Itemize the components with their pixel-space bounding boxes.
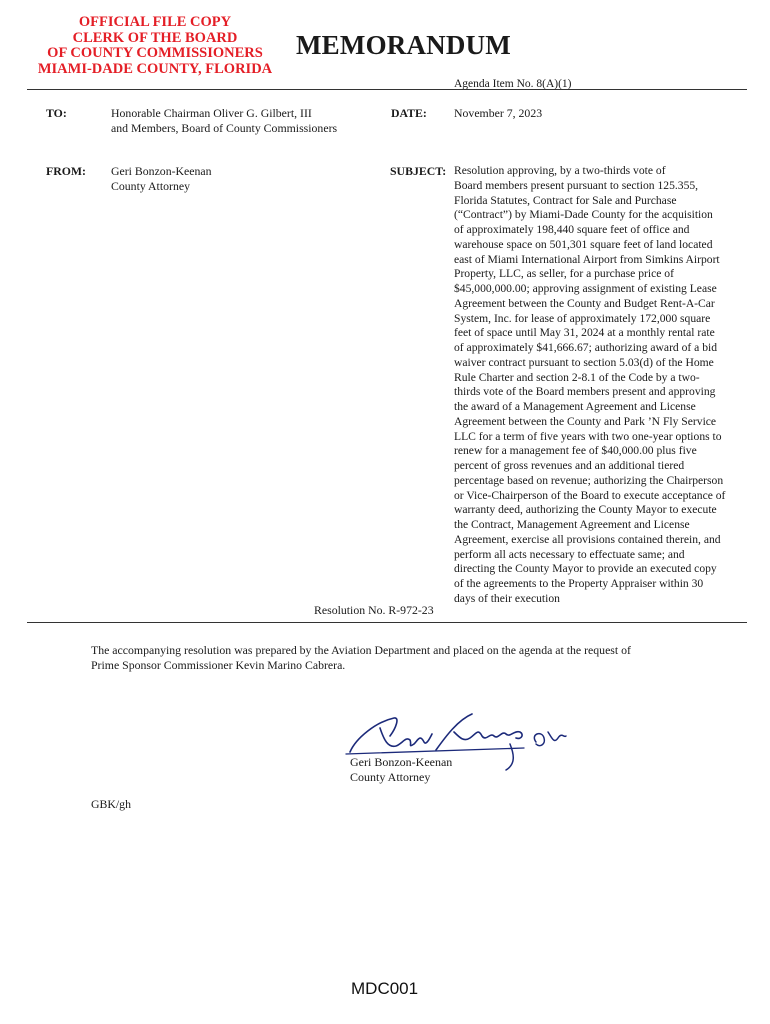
to-line-2: and Members, Board of County Commissioners — [111, 120, 338, 135]
subject-line: thirds vote of the Board members present and approving — [454, 385, 716, 399]
subject-line: Board members present pursuant to section 125.355, — [454, 178, 699, 192]
from-sender — [111, 164, 212, 193]
subject-line: perform all acts necessary to effectuate same; and — [454, 547, 685, 561]
from-line-1: Geri Bonzon-Keenan — [111, 164, 212, 178]
official-file-copy-stamp — [30, 15, 280, 77]
stamp-line-4: MIAMI-DADE COUNTY, FLORIDA — [37, 60, 273, 77]
subject-line: directing the County Mayor to provide an executed copy — [454, 562, 717, 576]
subject-line: the award of a Management Agreement and License — [454, 400, 696, 413]
to-label: TO: — [46, 106, 67, 120]
stamp-line-2: CLERK OF THE BOARD — [72, 29, 238, 46]
subject-line: or Vice-Chairperson of the Board to execute acceptance of — [454, 488, 726, 502]
subject-line: of approximately 198,440 square feet of office and — [454, 223, 690, 236]
footer-page-code: MDC001 — [351, 979, 419, 998]
subject-line: $45,000,000.00; approving assignment of existing Lease — [454, 282, 717, 295]
subject-line: Agreement between the County and Budget Rent-A-Car — [454, 296, 715, 310]
header-divider — [27, 89, 747, 90]
to-recipient — [111, 106, 337, 135]
from-label: FROM: — [46, 164, 86, 178]
body-line-1: The accompanying resolution was prepared by the Aviation Department and placed on the agenda at the request of — [91, 643, 631, 657]
subject-line: Resolution approving, by a two-thirds vote of — [454, 164, 666, 177]
subject-line: warehouse space on 501,301 square feet of land located — [454, 237, 713, 251]
subject-text — [454, 164, 752, 607]
subject-line: System, Inc. for lease of approximately 172,000 square — [454, 311, 711, 325]
subject-line: feet of space until May 31, 2024 at a monthly rental rate — [454, 326, 715, 340]
date-value: November 7, 2023 — [454, 106, 543, 120]
signature-block — [350, 755, 452, 784]
agenda-item-number: Agenda Item No. 8(A)(1) — [454, 78, 572, 90]
body-line-2: Prime Sponsor Commissioner Kevin Marino Cabrera. — [91, 658, 346, 672]
resolution-number: Resolution No. R-972-23 — [314, 603, 434, 617]
subject-line: days of their execution — [454, 591, 560, 605]
subject-divider — [27, 622, 747, 623]
subject-line: of approximately $41,666.67; authorizing award of a bid — [454, 341, 718, 354]
memo-title: MEMORANDUM — [296, 30, 511, 60]
subject-line: east of Miami International Airport from Simkins Airport — [454, 252, 720, 266]
subject-line: Rule Charter and section 2-8.1 of the Code by a two- — [454, 370, 700, 384]
subject-label: SUBJECT: — [390, 164, 447, 178]
subject-line: LLC for a term of five years with two one-year options to — [454, 429, 722, 443]
subject-line: (“Contract”) by Miami-Dade County for the acquisition — [454, 208, 713, 222]
stamp-line-1: OFFICIAL FILE COPY — [78, 14, 232, 30]
from-line-2: County Attorney — [111, 178, 190, 193]
subject-line: Florida Statutes, Contract for Sale and Purchase — [454, 193, 677, 207]
subject-line: percent of gross revenues and an additional tiered — [454, 459, 685, 472]
subject-line: of the agreements to the Property Appraiser within 30 — [454, 577, 704, 590]
signer-name: Geri Bonzon-Keenan — [350, 755, 453, 769]
date-label: DATE: — [391, 106, 427, 120]
subject-line: Agreement between the County and Park ’N Fly Service — [454, 414, 717, 428]
subject-line: warranty deed, authorizing the County Mayor to execute — [454, 503, 717, 517]
subject-line: renew for a management fee of $40,000.00 plus five — [454, 444, 697, 458]
stamp-line-3: OF COUNTY COMMISSIONERS — [47, 45, 263, 61]
subject-line: waiver contract pursuant to section 5.03(d) of the Home — [454, 355, 714, 369]
body-paragraph — [91, 643, 711, 673]
subject-line: percentage based on revenue; authorizing the Chairperson — [454, 473, 724, 487]
typist-initials: GBK/gh — [91, 797, 131, 811]
subject-line: Property, LLC, as seller, for a purchase price of — [454, 267, 674, 281]
subject-line: the Contract, Management Agreement and License — [454, 518, 690, 531]
subject-line: Agreement, exercise all provisions contained therein, and — [454, 532, 721, 546]
signer-title: County Attorney — [350, 769, 431, 784]
to-line-1: Honorable Chairman Oliver G. Gilbert, III — [111, 106, 312, 120]
